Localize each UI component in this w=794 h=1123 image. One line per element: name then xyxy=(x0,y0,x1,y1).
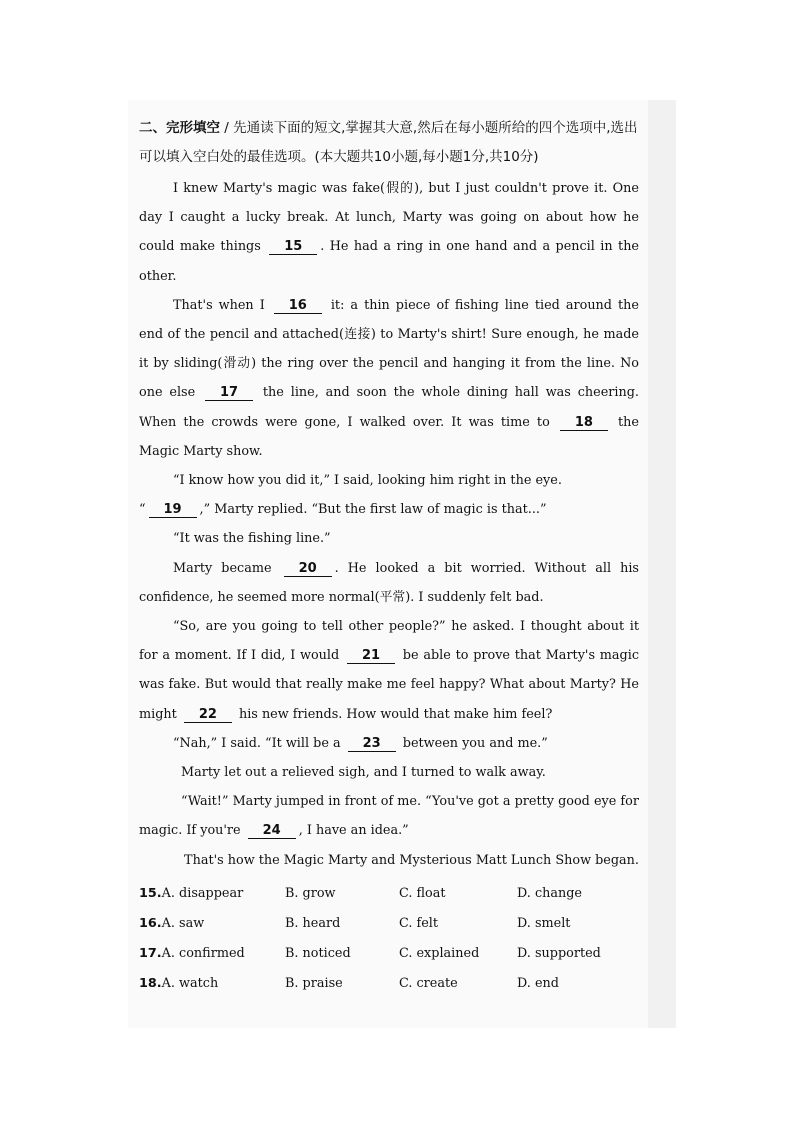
option-d: D. change xyxy=(517,885,582,901)
passage-paragraph-6 xyxy=(139,554,639,612)
passage-paragraph-3: “I know how you did it,” I said, looking him right in the eye. xyxy=(173,473,562,489)
blank-18: 18 xyxy=(560,415,608,431)
option-a xyxy=(139,909,285,939)
question-number: 16. xyxy=(139,915,162,931)
option-a xyxy=(139,879,285,909)
text: the line, and soon the whole dining hall was cheering. When the crowds were gone, I walked over. It was time to xyxy=(139,385,639,430)
option-a xyxy=(139,969,285,999)
option-d: D. supported xyxy=(517,945,601,961)
passage-paragraph-4 xyxy=(139,495,639,524)
cloze-section xyxy=(139,114,639,999)
text: between you and me.” xyxy=(402,735,548,751)
section-part-title: 二、完形填空 xyxy=(139,120,220,136)
text: “So, are you going to tell other people?” he asked. I thought about it for a moment. If I did, I would xyxy=(139,619,639,664)
answer-options xyxy=(139,879,639,999)
passage-paragraph-2 xyxy=(139,291,639,466)
blank-15: 15 xyxy=(269,239,317,255)
text: Marty became xyxy=(173,560,272,576)
option-b: B. praise xyxy=(285,975,343,991)
option-c: C. create xyxy=(399,975,458,991)
option-c: C. felt xyxy=(399,915,439,931)
passage-paragraph-8 xyxy=(139,729,639,758)
option-c: C. float xyxy=(399,885,446,901)
passage-paragraph-11: That's how the Magic Marty and Mysterious Matt Lunch Show began. xyxy=(184,852,639,868)
text: . He looked a bit worried. Without all his confidence, he seemed more normal(平常). I suddenly felt bad. xyxy=(139,560,639,605)
option-row-16 xyxy=(139,909,639,939)
option-row-18 xyxy=(139,969,639,999)
text: “Nah,” I said. “It will be a xyxy=(173,735,341,751)
blank-16: 16 xyxy=(274,298,322,314)
option-row-17 xyxy=(139,939,639,969)
option-row-15 xyxy=(139,879,639,909)
paper-edge-shadow xyxy=(648,100,676,1028)
question-number: 17. xyxy=(139,945,162,961)
text: his new friends. How would that make him feel? xyxy=(238,706,553,722)
text: it: a thin piece of fishing line tied around the end of the pencil and attached(连接) to Marty's shirt! Sure enough, he made it by sliding(滑动) the ring over the pencil and hanging it from the line. No one else xyxy=(139,297,639,401)
option-text: A. confirmed xyxy=(161,945,245,961)
text: ,” Marty replied. “But the first law of magic is that...” xyxy=(199,502,547,518)
passage-paragraph-1 xyxy=(139,174,639,291)
text: “Wait!” Marty jumped in front of me. “You've got a pretty good eye for magic. If you're xyxy=(139,794,639,839)
option-d: D. smelt xyxy=(517,915,571,931)
blank-20: 20 xyxy=(284,561,332,577)
text: That's when I xyxy=(173,297,265,313)
option-text: A. saw xyxy=(161,915,205,931)
option-c: C. explained xyxy=(399,945,480,961)
option-b: B. noticed xyxy=(285,945,351,961)
option-a xyxy=(139,939,285,969)
blank-17: 17 xyxy=(205,385,253,401)
text: “ xyxy=(139,502,146,518)
text: the Magic Marty show. xyxy=(139,414,639,459)
passage-paragraph-10 xyxy=(139,787,639,845)
option-d: D. end xyxy=(517,975,559,991)
heading-separator: / xyxy=(220,120,234,136)
blank-23: 23 xyxy=(348,736,396,752)
option-b: B. heard xyxy=(285,915,341,931)
question-number: 18. xyxy=(139,975,162,991)
blank-24: 24 xyxy=(248,823,296,839)
option-b: B. grow xyxy=(285,885,336,901)
blank-19: 19 xyxy=(149,502,197,518)
option-text: A. watch xyxy=(161,975,219,991)
text: I knew Marty's magic was fake(假的), but I just couldn't prove it. One day I caught a lucky break. At lunch, Marty was going on about how he could make things xyxy=(139,181,639,255)
passage-paragraph-9: Marty let out a relieved sigh, and I turned to walk away. xyxy=(181,765,546,781)
option-text: A. disappear xyxy=(161,885,244,901)
passage-paragraph-7 xyxy=(139,612,639,729)
blank-22: 22 xyxy=(184,707,232,723)
text: be able to prove that Marty's magic was fake. But would that really make me feel happy? What about Marty? He might xyxy=(139,648,639,722)
section-heading xyxy=(139,114,639,172)
section-instructions: 先通读下面的短文,掌握其大意,然后在每小题所给的四个选项中,选出可以填入空白处的最佳选项。(本大题共10小题,每小题1分,共10分) xyxy=(139,120,638,165)
blank-21: 21 xyxy=(347,648,395,664)
passage-paragraph-5: “It was the fishing line.” xyxy=(173,531,331,547)
text: . He had a ring in one hand and a pencil in the other. xyxy=(139,239,640,284)
question-number: 15. xyxy=(139,885,162,901)
text: , I have an idea.” xyxy=(298,823,409,839)
